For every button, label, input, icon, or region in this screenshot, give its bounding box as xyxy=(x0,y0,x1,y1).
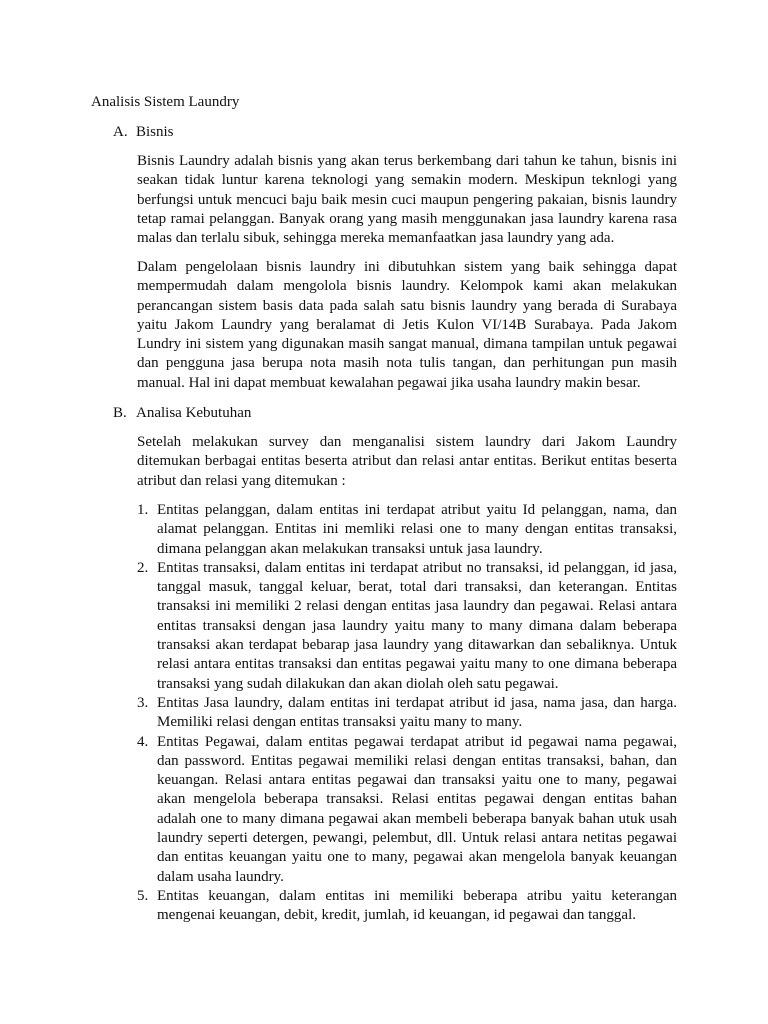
list-item xyxy=(137,501,677,559)
list-item xyxy=(137,733,677,887)
section-letter: A. xyxy=(113,124,128,140)
section-a-heading xyxy=(113,122,174,142)
section-title: Bisnis xyxy=(136,124,174,140)
section-title: Analisa Kebutuhan xyxy=(136,405,252,421)
list-number: 3. xyxy=(137,694,149,711)
paragraph: Setelah melakukan survey dan menganalisi sistem laundry dari Jakom Laundry ditemukan berbagai entitas beserta atribut dan relasi antar entitas. Berikut entitas beserta atribut dan relasi yang ditemukan : xyxy=(137,434,677,489)
list-text: Entitas keuangan, dalam entitas ini memiliki beberapa atribu yaitu keterangan mengenai keuangan, debit, kredit, jumlah, id keuangan, id pegawai dan tanggal. xyxy=(157,887,677,924)
entity-list xyxy=(137,501,677,926)
list-item xyxy=(137,559,677,694)
list-text: Entitas Jasa laundry, dalam entitas ini terdapat atribut id jasa, nama jasa, dan harga. Memiliki relasi dengan entitas transaksi yaitu many to many. xyxy=(157,694,677,731)
list-number: 1. xyxy=(137,502,149,518)
paragraph: Bisnis Laundry adalah bisnis yang akan terus berkembang dari tahun ke tahun, bisnis ini seakan tidak luntur karena teknologi yang semakin modern. Meskipun teknlogi yang berfungsi untuk mencuci baju baik mesin cuci maupun pengering pakaian, bisnis laundry tetap ramai pelanggan. Banyak orang yang masih menggunakan jasa laundry karena rasa malas dan terlalu sibuk, sehingga mereka memanfaatkan jasa laundry yang ada. xyxy=(137,153,677,247)
section-letter: B. xyxy=(113,405,127,421)
paragraph: Dalam pengelolaan bisnis laundry ini dibutuhkan sistem yang baik sehingga dapat mempermudah dalam mengolola bisnis laundry. Kelompok kami akan melakukan perancangan sistem basis data pada salah satu bisnis laundry yang berada di Surabaya yaitu Jakom Laundry yang beralamat di Jetis Kulon VI/14B Surabaya. Pada Jakom Lundry ini sistem yang digunakan masih sangat manual, dimana tampilan untuk pegawai dan pengguna jasa berupa nota masih nota tulis tangan, dan perhitungan pun masih manual. Hal ini dapat membuat kewalahan pegawai jika usaha laundry makin besar. xyxy=(137,259,677,391)
section-b-heading xyxy=(113,403,251,423)
list-number: 2. xyxy=(137,559,149,576)
list-item xyxy=(137,887,677,926)
list-number: 5. xyxy=(137,887,149,904)
document-title: Analisis Sistem Laundry xyxy=(91,94,240,110)
list-item xyxy=(137,694,677,733)
list-text: Entitas Pegawai, dalam entitas pegawai terdapat atribut id pegawai nama pegawai, dan password. Entitas pegawai memiliki relasi dengan entitas transaksi, bahan, dan keuangan. Relasi antara entitas pegawai dan transaksi yaitu one to many, pegawai akan mengelola beberapa transaksi. Relasi entitas pegawai dengan entitas bahan adalah one to many dimana pegawai akan membeli beberapa banyak bahan utuk usah laundry seperti detergen, pewangi, pelembut, dll. Untuk relasi antara netitas pegawai dan entitas keuangan yaitu one to many, pegawai akan mengelola banyak keuangan dalam usaha laundry. xyxy=(157,733,677,885)
list-text: Entitas transaksi, dalam entitas ini terdapat atribut no transaksi, id pelanggan, id jasa, tanggal masuk, tanggal keluar, berat, total dari transaksi, dan keterangan. Entitas transaksi ini memiliki 2 relasi dengan entitas jasa laundry dan pegawai. Relasi antara entitas transaksi dengan jasa laundry yaitu many to many dimana dalam beberapa transaksi akan terdapat bebarap jasa laundry yang ditawarkan dan sebaliknya. Untuk relasi antara entitas transaksi dan entitas pegawai yaitu many to one dimana beberapa transaksi yang sudah dilakukan dan akan diolah oleh satu pegawai. xyxy=(157,559,677,692)
list-text: Entitas pelanggan, dalam entitas ini terdapat atribut yaitu Id pelanggan, nama, dan alamat pelanggan. Entitas ini memliki relasi one to many dengan entitas transaksi, dimana pelanggan akan melakukan transaksi untuk jasa laundry. xyxy=(157,502,677,557)
list-number: 4. xyxy=(137,733,149,750)
